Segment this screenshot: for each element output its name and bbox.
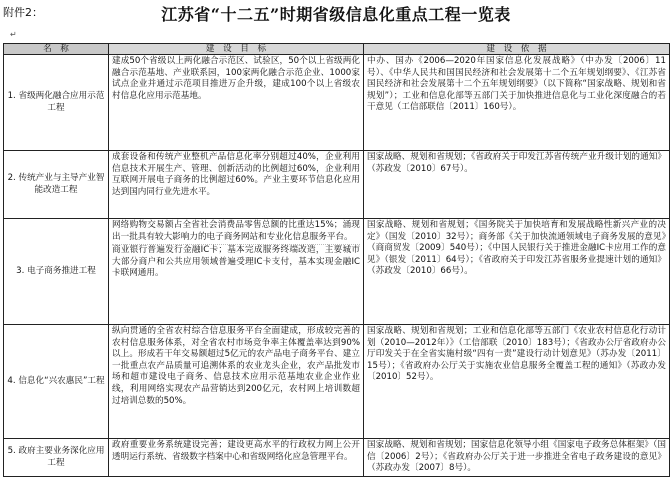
table-header-row bbox=[4, 44, 670, 55]
document-title: 江苏省“十二五”时期省级信息化重点工程一览表 bbox=[161, 5, 511, 24]
paragraph-mark: ↵ bbox=[10, 30, 17, 39]
project-goal bbox=[109, 55, 364, 151]
project-goal bbox=[109, 325, 364, 439]
goal-paragraph: 成套设备和传统产业整机产品信息化率分别超过40%，企业利用信息技术开展生产、管理、创新活动的比例超过60%，企业利用互联网开展电子商务的比例超过60%。产业主要环节信息化应用达到国内同行业先进水平。 bbox=[112, 152, 360, 197]
project-basis: 国家战略、规划和省规划；国家信息化领导小组《国家电子政务总体框架》（国信〔2006〕2号）；《省政府办公厅关于进一步推进全省电子政务建设的意见》（苏政办发〔2007〕8号）。 bbox=[364, 439, 670, 477]
attachment-label: 附件2： bbox=[3, 6, 43, 19]
project-name: 1. 省级两化融合应用示范工程 bbox=[4, 55, 109, 151]
table-row bbox=[4, 151, 670, 219]
project-goal bbox=[109, 219, 364, 325]
project-name: 5. 政府主要业务深化应用工程 bbox=[4, 439, 109, 477]
column-header-basis: 建 设 依 据 bbox=[364, 44, 670, 55]
project-goal bbox=[109, 439, 364, 477]
goal-paragraph: 网络购物交易额占全省社会消费品零售总额的比重达15%；涌现出一批具有较大影响力的电子商务网站和专业化信息服务平台。 bbox=[112, 220, 360, 242]
table-row bbox=[4, 439, 670, 477]
project-basis: 国家战略、规划和省规划；《国务院关于加快培育和发展战略性新兴产业的决定》（国发〔2010〕32号）；商务部《关于加快流通领域电子商务发展的意见》（商商贸发〔2009〕540号）；《中国人民银行关于推进金融IC卡应用工作的意见》（银发〔2011〕64号）；《省政府关于印发江苏省服务业提速计划的通知》（苏政发〔2010〕66号）。 bbox=[364, 219, 670, 325]
projects-table bbox=[3, 43, 670, 477]
goal-paragraph: 纵向贯通的全省农村综合信息服务平台全面建成，形成较完善的农村信息服务体系，对全省农村市场竞争率主体覆盖率达到90%以上。形成若干年交易额超过5亿元的农产品电子商务平台、建立一批重点农产品质量可追溯体系的农业龙头企业，农产品批发市场和超市建设电子商务、信息技术应用示范基地农业企业作业线，利用网络实现农产品营销达到200亿元，农村网上培训数超过培训总数的50%。 bbox=[112, 326, 360, 406]
project-name: 3. 电子商务推进工程 bbox=[4, 219, 109, 325]
project-basis: 国家战略、规划和省规划；《省政府关于印发江苏省传统产业升级计划的通知》（苏政发〔2010〕67号）。 bbox=[364, 151, 670, 219]
project-name: 2. 传统产业与主导产业智能改造工程 bbox=[4, 151, 109, 219]
table-row bbox=[4, 219, 670, 325]
goal-paragraph: 建成50个省级以上两化融合示范区、试验区，50个以上省级两化融合示范基地、产业联系园，100家两化融合示范企业、1000家试点企业并通过示范项目推进万企升级，建成100个以上省级农村信息化应用示范基地。 bbox=[112, 56, 360, 101]
table-row bbox=[4, 325, 670, 439]
column-header-goal: 建 设 目 标 bbox=[109, 44, 364, 55]
project-basis: 中办、国办《2006—2020年国家信息化发展战略》（中办发〔2006〕11号）、《中华人民共和国国民经济和社会发展第十二个五年规划纲要》、《江苏省国民经济和社会发展第十二个五年规划纲要》（以下简称“国家战略、规划和省规划”）；工业和信息化部等五部门关于加快推进信息化与工业化深度融合的若干意见（工信部联信〔2011〕160号）。 bbox=[364, 55, 670, 151]
goal-paragraph: 商业银行普遍发行金融IC卡；基本完成服务终端改造，主要城市大部分商户和公共应用领域普遍受理IC卡支付，基本实现金融IC卡联网通用。 bbox=[112, 245, 360, 279]
table-row bbox=[4, 55, 670, 151]
goal-paragraph: 政府重要业务系统建设完善；建设更高水平的行政权力网上公开透明运行系统、省级数字档案中心和省级网络化应急管理平台。 bbox=[112, 440, 360, 462]
column-header-name: 名 称 bbox=[4, 44, 109, 55]
project-basis: 国家战略、规划和省规划；工业和信息化部等五部门《农业农村信息化行动计划（2010—2012年）》（工信部联〔2010〕183号）；《省政办公厅省政府办公厅印发关于在全省实施村级“四有一责”建设行动计划意见》（苏办发〔2011〕15号）；《省政府办公厅关于实施农业信息服务全覆盖工程的通知》（苏政办发〔2010〕52号）。 bbox=[364, 325, 670, 439]
project-name: 4. 信息化“兴农惠民”工程 bbox=[4, 325, 109, 439]
project-goal bbox=[109, 151, 364, 219]
